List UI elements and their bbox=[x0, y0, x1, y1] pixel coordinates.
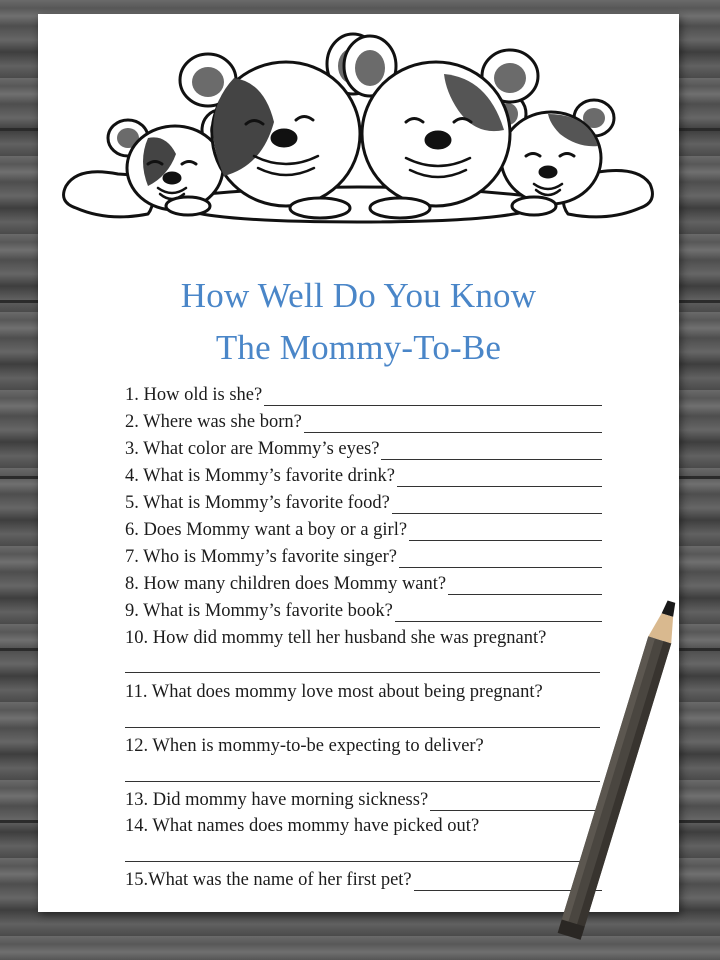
title-line-2: The Mommy-To-Be bbox=[215, 328, 502, 367]
question-text: 7. Who is Mommy’s favorite singer? bbox=[125, 547, 397, 567]
question-text: 8. How many children does Mommy want? bbox=[125, 574, 447, 594]
answer-line[interactable] bbox=[397, 470, 602, 487]
question-row[interactable] bbox=[125, 490, 602, 514]
question-row bbox=[125, 679, 543, 703]
question-text: 2. Where was she born? bbox=[125, 412, 302, 432]
question-text: 14. What names does mommy have picked out? bbox=[125, 816, 480, 836]
answer-line[interactable] bbox=[399, 551, 602, 568]
question-text: 9. What is Mommy’s favorite book? bbox=[125, 601, 393, 621]
puppy-illustration bbox=[48, 26, 668, 236]
question-row[interactable] bbox=[125, 382, 602, 406]
answer-line[interactable] bbox=[409, 524, 602, 541]
question-text: 13. Did mommy have morning sickness? bbox=[125, 790, 429, 810]
question-row[interactable] bbox=[125, 463, 602, 487]
question-row bbox=[125, 813, 479, 837]
question-text: 3. What color are Mommy’s eyes? bbox=[125, 439, 380, 459]
question-row bbox=[125, 625, 546, 649]
pencil-illustration bbox=[520, 590, 720, 950]
question-text: 6. Does Mommy want a boy or a girl? bbox=[125, 520, 408, 540]
question-text: 12. When is mommy-to-be expecting to deliver? bbox=[125, 736, 484, 756]
question-text: 15.What was the name of her first pet? bbox=[125, 870, 412, 890]
question-row[interactable] bbox=[125, 409, 602, 433]
question-text: 10. How did mommy tell her husband she was pregnant? bbox=[125, 628, 547, 648]
question-text: 1. How old is she? bbox=[125, 385, 263, 405]
question-row[interactable] bbox=[125, 544, 602, 568]
title-line-1: How Well Do You Know bbox=[180, 276, 537, 315]
answer-line[interactable] bbox=[264, 389, 602, 406]
question-row bbox=[125, 733, 484, 757]
answer-line[interactable] bbox=[381, 443, 602, 460]
question-row[interactable] bbox=[125, 436, 602, 460]
answer-line[interactable] bbox=[304, 416, 602, 433]
question-text: 11. What does mommy love most about being pregnant? bbox=[125, 682, 543, 702]
question-row[interactable] bbox=[125, 517, 602, 541]
answer-line[interactable] bbox=[392, 497, 602, 514]
question-text: 4. What is Mommy’s favorite drink? bbox=[125, 466, 395, 486]
question-text: 5. What is Mommy’s favorite food? bbox=[125, 493, 390, 513]
